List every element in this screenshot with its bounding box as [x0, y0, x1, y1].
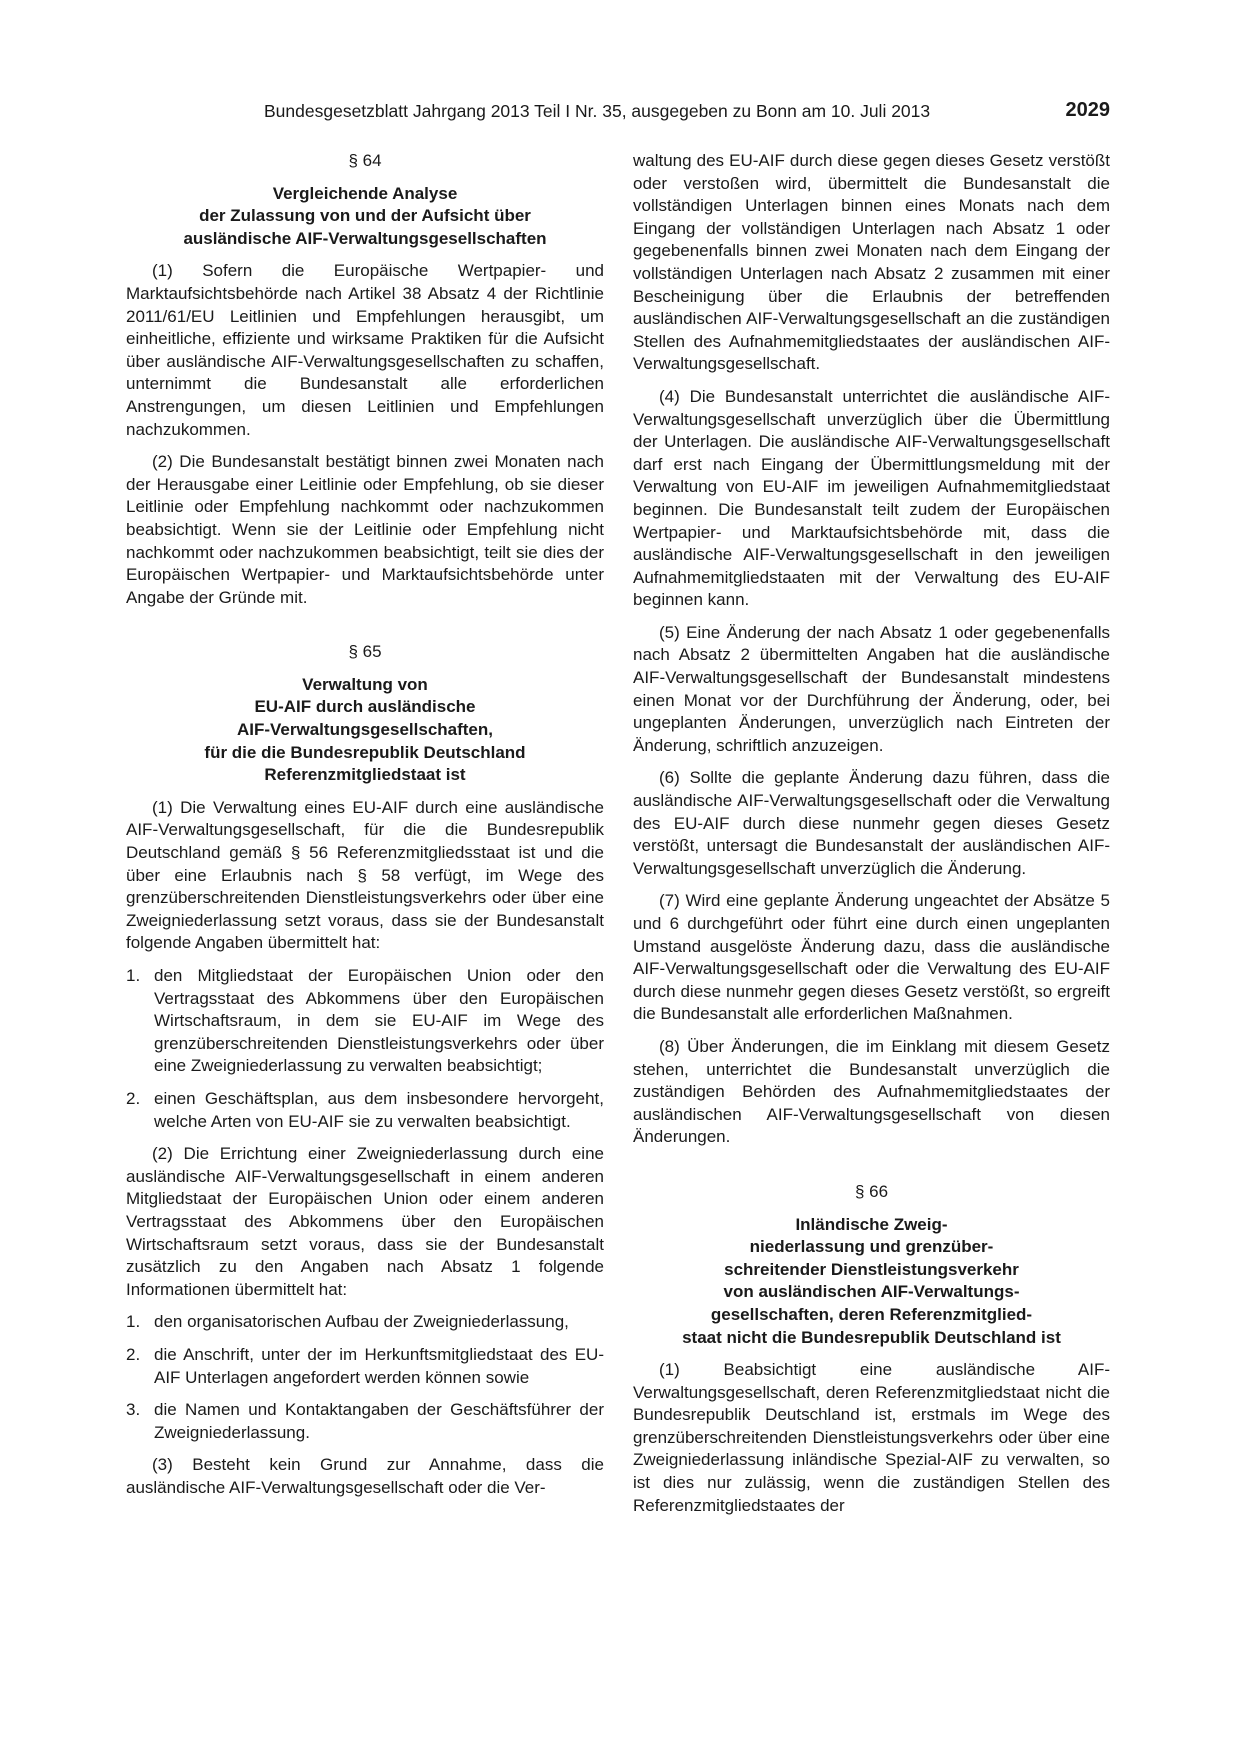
- section-64-title-line: Vergleichende Analyse: [272, 183, 458, 203]
- list-item-number: 2.: [126, 1344, 141, 1364]
- right-column: [633, 150, 1110, 1527]
- section-65-list-1: [126, 965, 604, 1133]
- section-65-title-line: Referenzmitgliedstaat ist: [264, 765, 466, 785]
- list-item-text: die Namen und Kontaktangaben der Geschäftsführer der Zweigniederlassung.: [154, 1400, 604, 1442]
- list-item-number: 1.: [126, 966, 141, 985]
- section-66-title: [633, 1214, 1110, 1350]
- section-65-paragraph-3-start: (3) Besteht kein Grund zur Annahme, dass die ausländische AIF-Verwaltungsgesellschaft oder die Ver-: [126, 1455, 604, 1497]
- running-title: Bundesgesetzblatt Jahrgang 2013 Teil I Nr. 35, ausgegeben zu Bonn am 10. Juli 2013: [264, 101, 931, 121]
- section-66-title-line: schreitender Dienstleistungsverkehr: [724, 1259, 1019, 1279]
- list-item-number: 3.: [126, 1400, 141, 1420]
- list-item-text: den Mitgliedstaat der Europäischen Union oder den Vertragsstaat des Abkommens über den Europäischen Wirtschaftsraum, in dem sie EU-AIF im Wege des grenzüberschreitenden Dienstleistungsverkehrs oder über eine Zweigniederlassung zu verwalten beabsichtigt;: [154, 966, 604, 1076]
- section-65-paragraph-6: (6) Sollte die geplante Änderung dazu führen, dass die ausländische AIF-Verwaltungsgesellschaft oder die Verwaltung des EU-AIF durch diese nunmehr gegen dieses Gesetz verstößt, untersagt die Bundesanstalt der ausländischen AIF-Verwaltungsgesellschaft unverzüglich die Änderung.: [633, 768, 1110, 878]
- section-65-title-line: Verwaltung von: [302, 674, 428, 694]
- section-65-paragraph-1: (1) Die Verwaltung eines EU-AIF durch eine ausländische AIF-Verwaltungsgesellschaft, für die die Bundesrepublik Deutschland gemäß § 56 Referenzmitgliedsstaat ist und die über eine Erlaubnis nach § 58 verfügt, im Wege des grenzüberschreitenden Dienstleistungsverkehrs oder über eine Zweigniederlassung setzt voraus, dass sie der Bundesanstalt folgende Angaben übermittelt hat:: [126, 797, 604, 953]
- section-65-title-line: EU-AIF durch ausländische: [254, 697, 476, 717]
- list-item: [126, 1088, 604, 1133]
- section-65-paragraph-3-continued: waltung des EU-AIF durch diese gegen dieses Gesetz verstößt oder verstoßen wird, übermittelt die Bundesanstalt die vollständigen Unterlagen binnen eines Monats nach dem Eingang der vollständigen Unterlagen nach Absatz 1 oder gegebenenfalls binnen zwei Monaten nach dem Eingang der vollständigen Unterlagen nach Absatz 2 zusammen mit einer Bescheinigung über die Erlaubnis der betreffenden ausländischen AIF-Verwaltungsgesellschaft an die zuständigen Stellen des Aufnahmemitgliedstaates der ausländischen AIF-Verwaltungsgesellschaft.: [633, 151, 1110, 374]
- section-65-title: [126, 674, 604, 787]
- section-66-title-line: von ausländischen AIF-Verwaltungs-: [723, 1282, 1020, 1302]
- section-65-title-line: für die die Bundesrepublik Deutschland: [204, 742, 526, 762]
- section-64-number: § 64: [348, 151, 382, 170]
- section-65-number: § 65: [348, 642, 382, 662]
- section-64-title-line: ausländische AIF-Verwaltungsgesellschaften: [183, 228, 547, 248]
- section-66-paragraph-1: (1) Beabsichtigt eine ausländische AIF-Verwaltungsgesellschaft, deren Referenzmitgliedstaat nicht die Bundesrepublik Deutschland ist, erstmals im Wege des grenzüberschreitenden Dienstleistungsverkehrs oder über eine Zweigniederlassung inländische Spezial-AIF zu verwalten, so ist dies nur zulässig, wenn die zuständigen Stellen des Referenzmitgliedstaates der: [633, 1360, 1110, 1515]
- section-64-title-line: der Zulassung von und der Aufsicht über: [199, 206, 531, 226]
- list-item: [126, 1344, 604, 1389]
- section-64-paragraph-1: (1) Sofern die Europäische Wertpapier- und Marktaufsichtsbehörde nach Artikel 38 Absatz 4 der Richtlinie 2011/61/EU Leitlinien und Empfehlungen herausgibt, um einheitliche, effiziente und wirksame Praktiken für die Aufsicht über ausländische AIF-Verwaltungsgesellschaften zu schaffen, unternimmt die Bundesanstalt alle erforderlichen Anstrengungen, um diesen Leitlinien und Empfehlungen nachzukommen.: [126, 261, 604, 439]
- page-header: [264, 99, 1110, 129]
- list-item-text: den organisatorischen Aufbau der Zweigniederlassung,: [154, 1312, 569, 1332]
- section-65-title-line: AIF-Verwaltungsgesellschaften,: [236, 720, 493, 740]
- section-66-title-line: gesellschaften, deren Referenzmitglied-: [710, 1304, 1033, 1324]
- section-66-title-line: niederlassung und grenzüber-: [749, 1237, 994, 1257]
- section-66-title-line: staat nicht die Bundesrepublik Deutschland ist: [682, 1327, 1061, 1347]
- section-64-paragraph-2: (2) Die Bundesanstalt bestätigt binnen zwei Monaten nach der Herausgabe einer Leitlinie oder Empfehlung, ob sie dieser Leitlinie oder Empfehlung nachkommt oder nachzukommen beabsichtigt. Wenn sie der Leitlinie oder Empfehlung nicht nachkommt oder nachzukommen beabsichtigt, teilt sie dies der Europäischen Wertpapier- und Marktaufsichtsbehörde unter Angabe der Gründe mit.: [126, 452, 604, 607]
- page-number: 2029: [1065, 99, 1110, 121]
- list-item-number: 1.: [126, 1312, 141, 1332]
- section-66-title-line: Inländische Zweig-: [795, 1214, 948, 1234]
- section-65-paragraph-5: (5) Eine Änderung der nach Absatz 1 oder gegebenenfalls nach Absatz 2 übermittelten Angaben hat die ausländische AIF-Verwaltungsgesellschaft der Bundesanstalt mindestens einen Monat vor der Durchführung der Änderung, oder, bei ungeplanten Änderungen, unverzüglich nach Eintreten der Änderung, schriftlich anzuzeigen.: [633, 622, 1110, 755]
- list-item: [126, 965, 604, 1078]
- list-item: [126, 1399, 604, 1444]
- section-65-paragraph-8: (8) Über Änderungen, die im Einklang mit diesem Gesetz stehen, unterrichtet die Bundesanstalt unverzüglich die zuständigen Behörden des Aufnahmemitgliedstaates der ausländischen AIF-Verwaltungsgesellschaft von diesen Änderungen.: [633, 1036, 1110, 1147]
- section-65-list-2: [126, 1311, 604, 1444]
- section-65-paragraph-2: (2) Die Errichtung einer Zweigniederlassung durch eine ausländische AIF-Verwaltungsgesellschaft in einem anderen Mitgliedstaat der Europäischen Union oder einem anderen Vertragsstaat des Abkommens über den Europäischen Wirtschaftsraum setzt voraus, dass sie der Bundesanstalt zusätzlich zu den Angaben nach Absatz 1 folgende Informationen übermittelt hat:: [126, 1144, 604, 1299]
- list-item-text: die Anschrift, unter der im Herkunftsmitgliedstaat des EU-AIF Unterlagen angefordert werden können sowie: [154, 1344, 604, 1387]
- section-65-paragraph-7: (7) Wird eine geplante Änderung ungeachtet der Absätze 5 und 6 durchgeführt oder führt eine durch einen ungeplanten Umstand ausgelöste Änderung dazu, dass die ausländische AIF-Verwaltungsgesellschaft oder die Verwaltung des EU-AIF durch diese nunmehr gegen dieses Gesetz verstößt, so ergreift die Bundesanstalt alle erforderlichen Maßnahmen.: [633, 891, 1110, 1024]
- section-64-title: [126, 183, 604, 251]
- list-item-number: 2.: [126, 1088, 141, 1108]
- section-65-paragraph-4: (4) Die Bundesanstalt unterrichtet die ausländische AIF-Verwaltungsgesellschaft unverzüglich über die Übermittlung der Unterlagen. Die ausländische AIF-Verwaltungsgesellschaft darf erst nach Eingang der Übermittlungsmeldung mit der Verwaltung von EU-AIF im jeweiligen Aufnahmemitgliedstaat beginnen. Die Bundesanstalt teilt zudem der Europäischen Wertpapier- und Marktaufsichtsbehörde mit, dass die ausländische AIF-Verwaltungsgesellschaft in den jeweiligen Aufnahmemitgliedstaaten mit der Verwaltung des EU-AIF beginnen kann.: [633, 386, 1110, 610]
- list-item-text: einen Geschäftsplan, aus dem insbesondere hervorgeht, welche Arten von EU-AIF sie zu verwalten beabsichtigt.: [154, 1088, 604, 1131]
- left-column: [126, 150, 604, 1509]
- section-66-number: § 66: [854, 1181, 889, 1201]
- list-item: [126, 1311, 604, 1334]
